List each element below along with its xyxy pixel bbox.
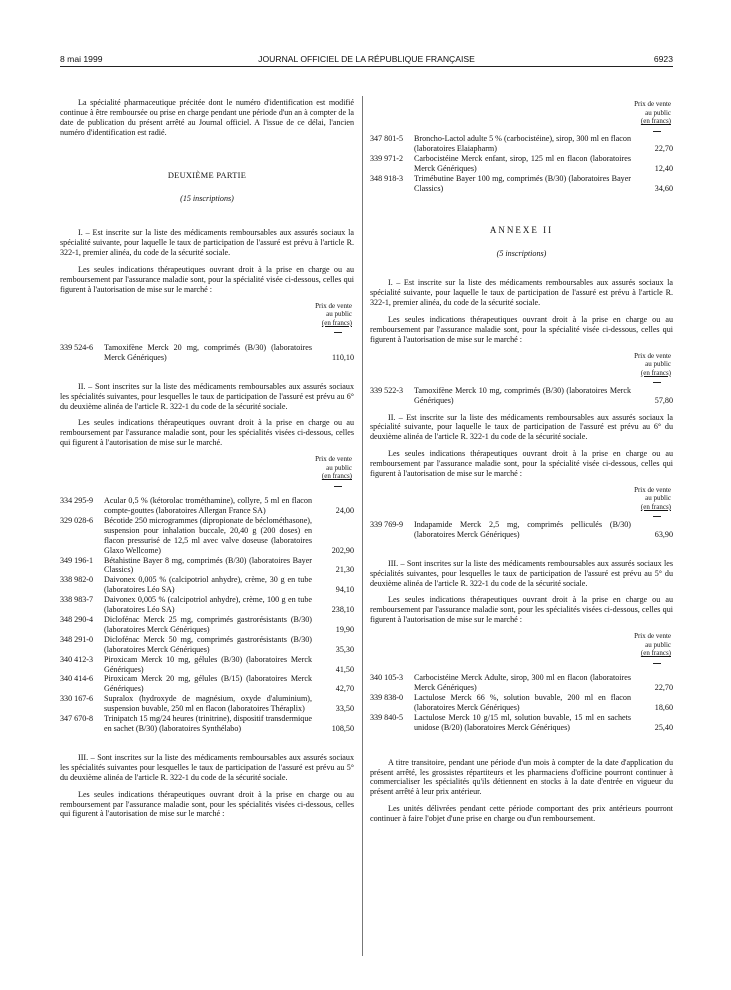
right-column	[370, 100, 673, 824]
medication-description: Trinipatch 15 mg/24 heures (trinitrine), dispositif transdermique en sachet (B/30) (laboratoires Synthélabo)	[104, 714, 312, 733]
left-column	[60, 98, 354, 819]
medication-entry	[60, 655, 354, 675]
cip-code: 339 840-5	[370, 712, 404, 722]
cip-code: 329 028-6	[60, 515, 94, 525]
cip-code: 338 983-7	[60, 595, 94, 605]
intro-paragraph: La spécialité pharmaceutique précitée dont le numéro d'identification est modifié continue à être remboursée ou prise en charge pendant une période d'un an à compter de la date de publication du présent arrêté au Journal officiel. A l'issue de ce délai, l'ancien numéro d'identification est radié.	[60, 98, 354, 137]
section-1-indications: Les seules indications thérapeutiques ouvrant droit à la prise en charge ou au remboursement par l'assurance maladie sont, pour la spécialité visée ci-dessous, celles qui figurent à l'autorisation de mise sur le marché :	[60, 265, 354, 294]
medication-price: 94,10	[335, 585, 354, 595]
medication-entry	[60, 556, 354, 576]
medication-price: 34,60	[654, 183, 673, 193]
annex-count: (5 inscriptions)	[496, 249, 547, 259]
header-date: 8 mai 1999	[60, 54, 103, 64]
medication-price: 22,70	[654, 683, 673, 693]
medication-entry	[370, 520, 673, 540]
medication-entry	[60, 496, 354, 516]
price-column-header: Prix de vente au public (en francs)	[370, 486, 673, 520]
cip-code: 340 105-3	[370, 673, 404, 683]
page-header	[60, 54, 673, 70]
medication-description: Acular 0,5 % (kétorolac trométhamine), collyre, 5 ml en flacon compte-gouttes (laboratoires Allergan France SA)	[104, 496, 312, 516]
entry-list	[370, 134, 673, 193]
cip-code: 339 769-9	[370, 519, 404, 529]
medication-entry	[370, 134, 673, 154]
entry-list	[370, 386, 673, 406]
entry-list	[370, 673, 673, 732]
medication-price: 41,50	[335, 664, 354, 674]
medication-entry	[60, 595, 354, 615]
header-page-number: 6923	[653, 54, 673, 64]
entry-list	[370, 520, 673, 540]
medication-entry	[60, 516, 354, 556]
cip-code: 338 982-0	[60, 575, 94, 585]
price-column-header: Prix de vente au public (en francs)	[370, 352, 673, 386]
medication-entry	[60, 635, 354, 655]
cip-code: 339 838-0	[370, 693, 404, 702]
medication-price: 202,90	[331, 545, 354, 555]
header-rule	[60, 66, 673, 67]
cip-code: 334 295-9	[60, 496, 94, 506]
medication-description: Bétahistine Bayer 8 mg, comprimés (B/30) (laboratoires Bayer Classics)	[104, 555, 312, 575]
section-1: I. – Est inscrite sur la liste des médicaments remboursables aux assurés sociaux la spécialité suivante, pour laquelle le taux de participation de l'assuré est prévu à l'article R. 322-1, premier alinéa, du code de la sécurité sociale.	[60, 228, 354, 258]
section-1-indications: Les seules indications thérapeutiques ouvrant droit à la prise en charge ou au remboursement par l'assurance maladie sont, pour la spécialité visée ci-dessous, celles qui figurent à l'autorisation de mise sur le marché :	[370, 314, 673, 344]
section-3-indications: Les seules indications thérapeutiques ouvrant droit à la prise en charge ou au remboursement par l'assurance maladie sont, pour les spécialités visées ci-dessous, celles qui figurent à l'autorisation de mise sur le marché :	[370, 595, 673, 625]
medication-description: Trimébutine Bayer 100 mg, comprimés (B/30) (laboratoires Bayer Classics)	[414, 173, 631, 193]
medication-entry	[370, 386, 673, 406]
medication-entry	[60, 714, 354, 734]
closing-paragraph-2: Les unités délivrées pendant cette période comportant des prix antérieurs pourront continuer à faire l'objet d'une prise en charge ou d'un remboursement.	[370, 804, 673, 824]
medication-price: 22,70	[654, 143, 673, 153]
medication-price: 19,90	[335, 624, 354, 634]
medication-entry	[370, 693, 673, 713]
section-2-indications: Les seules indications thérapeutiques ouvrant droit à la prise en charge ou au remboursement par l'assurance maladie sont, pour la spécialité visée ci-dessous, celles qui figurent à l'autorisation de mise sur le marché :	[370, 449, 673, 479]
medication-description: Piroxicam Merck 10 mg, gélules (B/30) (laboratoires Merck Génériques)	[104, 654, 312, 674]
medication-description: Diclofénac Merck 50 mg, comprimés gastrorésistants (B/30) (laboratoires Merck Génériques)	[104, 634, 312, 654]
entry-list	[60, 496, 354, 734]
section-2-indications: Les seules indications thérapeutiques ouvrant droit à la prise en charge ou au remboursement par l'assurance maladie sont, pour les spécialités visées ci-dessous, celles qui figurent à l'autorisation de mise sur le marché.	[60, 418, 354, 448]
price-column-header: Prix de vente au public (en francs)	[370, 100, 673, 134]
medication-description: Tamoxifène Merck 20 mg, comprimés (B/30) (laboratoires Merck Génériques)	[104, 342, 312, 362]
cip-code: 339 522-3	[370, 385, 404, 395]
medication-description: Tamoxifène Merck 10 mg, comprimés (B/30) (laboratoires Merck Génériques)	[414, 385, 631, 405]
section-3: III. – Sont inscrites sur la liste des médicaments remboursables aux assurés sociaux les spécialités suivantes, pour lesquelles le taux de participation de l'assuré est prévu au 5° du deuxième alinéa de l'article R. 322-1 du code de la sécurité sociale.	[370, 558, 673, 588]
medication-description: Piroxicam Merck 20 mg, gélules (B/15) (laboratoires Merck Génériques)	[104, 674, 312, 694]
medication-entry	[370, 673, 673, 693]
medication-entry	[370, 154, 673, 174]
cip-code: 349 196-1	[60, 555, 94, 565]
price-column-header: Prix de vente au public (en francs)	[60, 302, 354, 336]
medication-entry	[370, 174, 673, 194]
section-2: II. – Est inscrite sur la liste des médicaments remboursables aux assurés sociaux la spécialité suivante, pour laquelle le taux de participation de l'assuré est prévu au 6° du deuxième alinéa de l'article R. 322-1 du code de la sécurité sociale.	[370, 412, 673, 442]
medication-description: Indapamide Merck 2,5 mg, comprimés pelliculés (B/30) (laboratoires Merck Génériques)	[414, 519, 631, 539]
section-2: II. – Sont inscrites sur la liste des médicaments remboursables aux assurés sociaux les spécialités suivantes, pour lesquelles le taux de participation de l'assuré est prévu au 6° du deuxième alinéa de l'article R. 322-1 du code de la sécurité sociale.	[60, 381, 354, 411]
medication-entry	[60, 615, 354, 635]
medication-description: Diclofénac Merck 25 mg, comprimés gastrorésistants (B/30) (laboratoires Merck Génériques)	[104, 615, 312, 634]
medication-price: 24,00	[335, 506, 354, 516]
medication-price: 238,10	[331, 605, 354, 615]
medication-price: 12,40	[654, 163, 673, 173]
medication-price: 21,30	[335, 565, 354, 575]
medication-entry	[60, 575, 354, 595]
section-1: I. – Est inscrite sur la liste des médicaments remboursables aux assurés sociaux la spécialité suivante, pour laquelle le taux de participation de l'assuré est prévu à l'article R. 322-1, premier alinéa, du code de la sécurité sociale.	[370, 278, 673, 308]
closing-paragraph-1: A titre transitoire, pendant une période d'un mois à compter de la date d'application du présent arrêté, les grossistes répartiteurs et les pharmaciens d'officine pourront continuer à commercialiser les spécialités qu'ils détiennent en stocks à la date d'entrée en vigueur du présent arrêté à leur prix antérieur.	[370, 757, 673, 797]
medication-description: Daivonex 0,005 % (calcipotriol anhydre), crème, 30 g en tube (laboratoires Léo SA)	[104, 575, 312, 595]
entry-list	[60, 343, 354, 363]
column-divider	[362, 96, 363, 956]
medication-entry	[370, 713, 673, 733]
medication-description: Broncho-Lactol adulte 5 % (carbocistéine), sirop, 300 ml en flacon (laboratoires Elaiapharm)	[414, 134, 631, 153]
medication-description: Carbocistéine Merck Adulte, sirop, 300 ml en flacon (laboratoires Merck Génériques)	[414, 673, 631, 693]
medication-entry	[60, 694, 354, 714]
cip-code: 340 412-3	[60, 654, 94, 664]
header-title: JOURNAL OFFICIEL DE LA RÉPUBLIQUE FRANÇAISE	[258, 54, 475, 64]
cip-code: 348 918-3	[370, 173, 404, 183]
cip-code: 348 290-4	[60, 615, 94, 624]
cip-code: 348 291-0	[60, 634, 94, 644]
price-column-header: Prix de vente au public (en francs)	[60, 455, 354, 489]
medication-price: 18,60	[654, 702, 673, 712]
section-3-indications: Les seules indications thérapeutiques ouvrant droit à la prise en charge ou au remboursement par l'assurance maladie sont, pour les spécialités visées ci-dessous, celles qui figurent à l'autorisation de mise sur le marché :	[60, 789, 354, 819]
medication-price: 25,40	[654, 722, 673, 732]
part-title: DEUXIÈME PARTIE	[167, 170, 247, 180]
cip-code: 339 524-6	[60, 342, 94, 352]
cip-code: 347 801-5	[370, 134, 404, 143]
medication-price: 33,50	[335, 704, 354, 714]
medication-description: Bécotide 250 microgrammes (dipropionate de béclométhasone), suspension pour inhalation buccale, 20,40 g (200 doses) en flacon pressurisé de 12,5 ml avec valve doseuse (laboratoires Glaxo Wellcome)	[104, 515, 312, 555]
medication-description: Supralox (hydroxyde de magnésium, oxyde d'aluminium), suspension buvable, 250 ml en flacon (laboratoires Théraplix)	[104, 694, 312, 714]
medication-entry	[60, 343, 354, 363]
medication-price: 110,10	[332, 352, 354, 362]
medication-price: 57,80	[654, 395, 673, 405]
medication-description: Lactulose Merck 66 %, solution buvable, 200 ml en flacon (laboratoires Merck Génériques)	[414, 693, 631, 712]
medication-description: Carbocistéine Merck enfant, sirop, 125 ml en flacon (laboratoires Merck Génériques)	[414, 153, 631, 173]
cip-code: 340 414-6	[60, 674, 94, 684]
medication-description: Lactulose Merck 10 g/15 ml, solution buvable, 15 ml en sachets unidose (B/20) (laboratoires Merck Génériques)	[414, 712, 631, 732]
medication-price: 35,30	[335, 644, 354, 654]
medication-price: 63,90	[654, 529, 673, 539]
part-count: (15 inscriptions)	[180, 193, 234, 203]
cip-code: 347 670-8	[60, 714, 94, 724]
price-column-header: Prix de vente au public (en francs)	[370, 632, 673, 666]
medication-entry	[60, 674, 354, 694]
medication-price: 108,50	[331, 723, 354, 733]
medication-price: 42,70	[335, 684, 354, 694]
medication-description: Daivonex 0,005 % (calcipotriol anhydre), crème, 100 g en tube (laboratoires Léo SA)	[104, 595, 312, 615]
annex-title: ANNEXE II	[489, 225, 554, 236]
cip-code: 330 167-6	[60, 694, 94, 704]
cip-code: 339 971-2	[370, 153, 404, 163]
section-3: III. – Sont inscrites sur la liste des médicaments remboursables aux assurés sociaux les spécialités suivantes pour lesquelles le taux de participation de l'assuré est prévu au 5° du deuxième alinéa de l'article R. 322-1 du code de la sécurité sociale.	[60, 752, 354, 782]
